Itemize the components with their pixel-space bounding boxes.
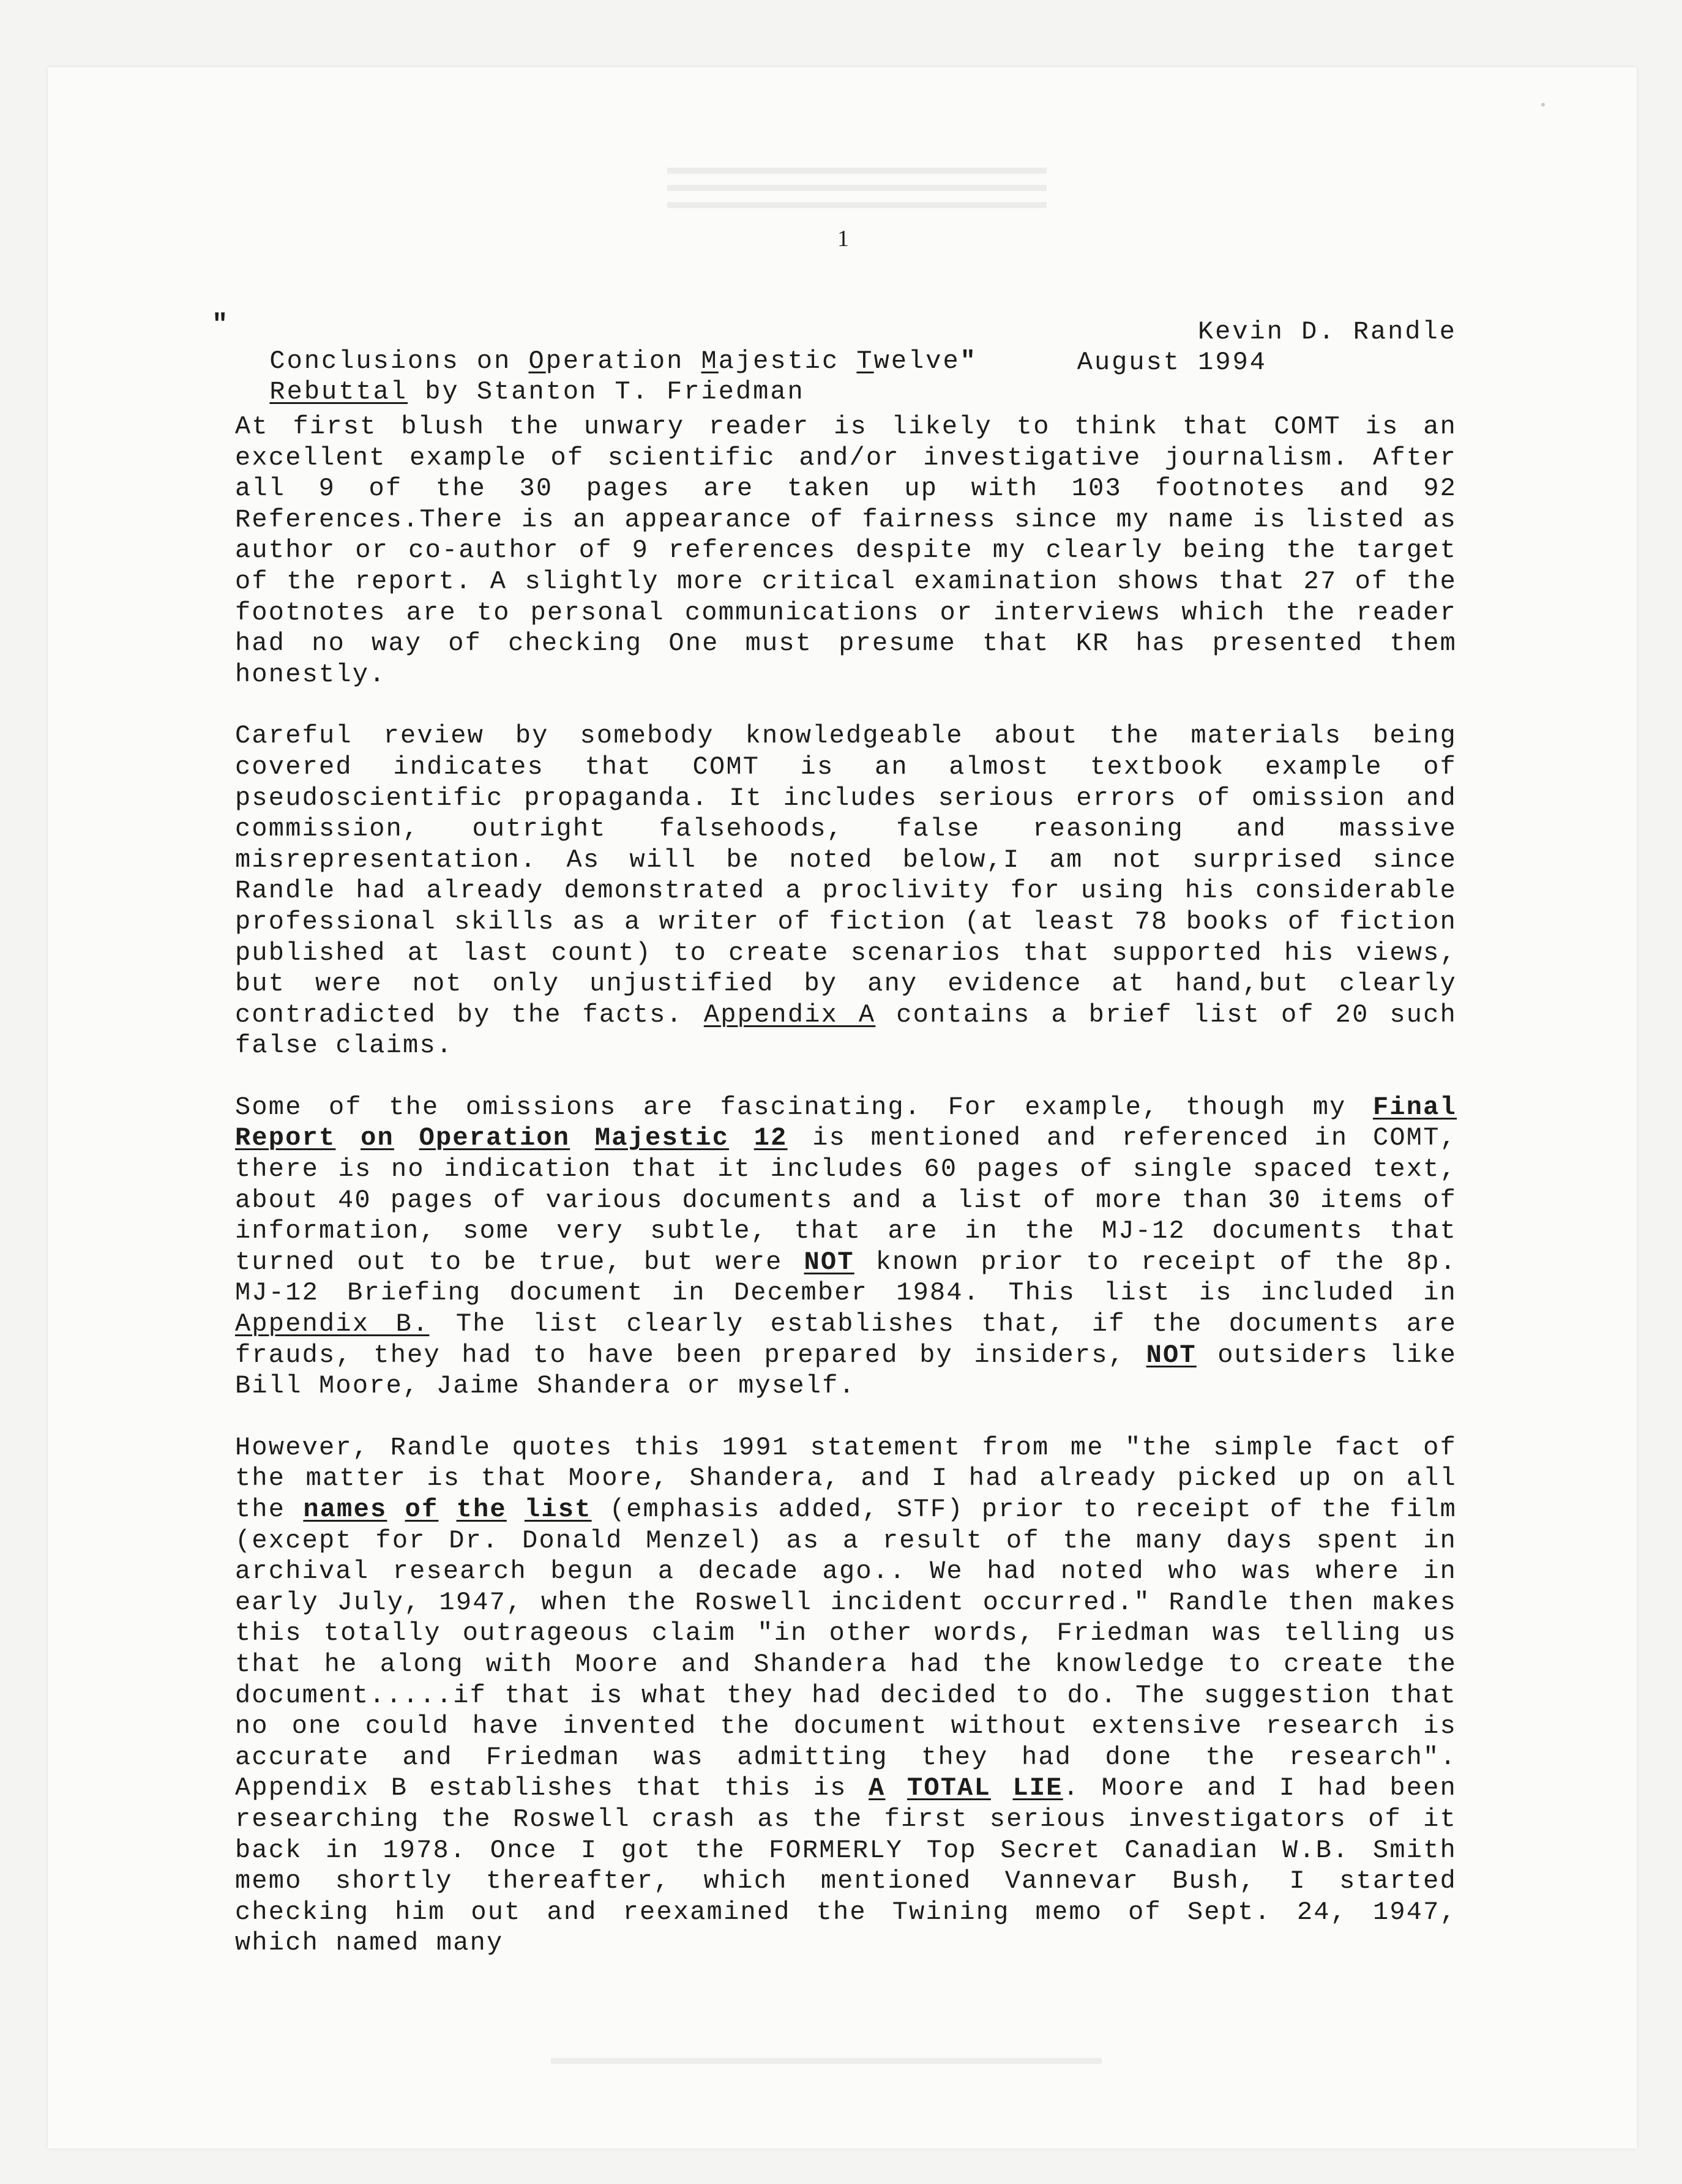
paragraph-text-segment: contains a brief list of 20 such false claims.	[235, 1000, 1457, 1061]
paragraph-text-segment: Some of the omissions are fascinating. For example, though my	[235, 1092, 1373, 1122]
paragraph-2	[235, 720, 1457, 1061]
paragraph-text-segment: NOT	[804, 1247, 854, 1277]
paragraph-text-segment: list	[524, 1495, 592, 1524]
title-segment: peration	[545, 346, 701, 376]
paragraph-text-segment	[387, 1495, 405, 1524]
paragraph-text-segment: is mentioned and referenced in COMT, there is no indication that it includes 60 pages of single spaced text, about 40 pages of various documents and a list of more than 30 items of information, some very subtle, that are in the MJ-12 documents that turned out to be true, but were	[235, 1123, 1457, 1277]
paragraph-text-segment	[438, 1495, 456, 1524]
paragraph-text-segment: the	[456, 1495, 507, 1524]
faint-margin-notation	[92, 122, 239, 159]
document-date: August 1994	[1077, 348, 1267, 377]
paragraph-text-segment: The list clearly establishes that, if the documents are frauds, they had to have been prepared by insiders,	[235, 1309, 1457, 1370]
bleed-through-letterhead	[551, 153, 1163, 219]
paragraph-text-segment: Appendix A	[703, 1000, 876, 1030]
closing-quote: "	[960, 346, 977, 376]
author-name: Kevin D. Randle	[1197, 317, 1457, 346]
paragraph-text-segment: Majestic	[594, 1123, 730, 1153]
paragraph-text-segment	[570, 1123, 595, 1153]
paragraph-text-segment: NOT	[1146, 1340, 1197, 1370]
paragraph-text-segment: However, Randle quotes this 1991 statement from me "the simple fact of the matter is that Moore, Shandera, and I had already picked up on all the	[235, 1432, 1457, 1524]
title-segment: welve	[873, 346, 960, 376]
paragraph-text-segment: known prior to receipt of the 8p. MJ-12 Briefing document in December 1984. This list is included in	[235, 1247, 1457, 1308]
title-segment: T	[856, 346, 874, 376]
paragraph-text-segment	[335, 1123, 361, 1153]
paragraph-text-segment	[729, 1123, 754, 1153]
paragraph-text-segment: (emphasis added, STF) prior to receipt of the film (except for Dr. Donald Menzel) as a result of the many days spent in archival research begun a decade ago.. We had noted who was where in early July, 1947, when the Roswell incident occurred." Randle then makes this totally outrageous claim "in other words, Friedman was telling us that he along with Moore and Shandera had the knowledge to create the document.....if that is what they had decided to do. The suggestion that no one could have invented the document without extensive research is accurate and Friedman was admitting they had done the research". Appendix B establishes that this is	[235, 1495, 1457, 1803]
paragraph-text-segment: At first blush the unwary reader is likely to think that COMT is an excellent example of scientific and/or investigative journalism. After all 9 of the 30 pages are taken up with 103 footnotes and 92 References.There is an appearance of fairness since my name is listed as author or co-author of 9 references despite my clearly being the target of the report. A slightly more critical examination shows that 27 of the footnotes are to personal communications or interviews which the reader had no way of checking One must presume that KR has presented them honestly.	[235, 412, 1457, 689]
paragraph-text-segment: Final	[1372, 1092, 1457, 1122]
paragraph-text-segment: 12	[753, 1123, 788, 1153]
paragraph-text-segment	[885, 1773, 907, 1803]
paragraph-text-segment	[991, 1773, 1013, 1803]
letterhead-lines	[667, 168, 1047, 208]
paragraph-text-segment: LIE	[1012, 1773, 1063, 1803]
bleed-through-footer	[551, 2058, 1102, 2064]
subtitle-segment: Rebuttal	[269, 377, 408, 406]
subtitle-segment: by Stanton T. Friedman	[408, 377, 805, 406]
paragraph-3	[235, 1092, 1457, 1402]
paper-speck	[1541, 103, 1545, 107]
paragraph-text-segment: of	[405, 1495, 439, 1524]
paragraph-text-segment: Report	[235, 1123, 336, 1153]
paragraph-text-segment: Appendix B.	[235, 1309, 430, 1339]
paragraph-text-segment: TOTAL	[906, 1773, 991, 1803]
paragraph-text-segment: outsiders like Bill Moore, Jaime Shandera or myself.	[235, 1340, 1457, 1401]
title-segment: O	[528, 346, 546, 376]
paragraph-1	[235, 411, 1457, 690]
opening-quote: "	[212, 310, 228, 340]
paragraph-4	[235, 1432, 1457, 1959]
paragraph-text-segment: names	[303, 1495, 387, 1524]
paragraph-text-segment: A	[869, 1773, 886, 1803]
paragraph-text-segment: . Moore and I had been researching the Roswell crash as the first serious investigators of it back in 1978. Once I got the FORMERLY Top Secret Canadian W.B. Smith memo shortly thereafter, which mentioned Vannevar Bush, I started checking him out and reexamined the Twining memo of Sept. 24, 1947, which named many	[235, 1773, 1457, 1958]
title-segment: Conclusions on	[269, 346, 529, 376]
paragraph-text-segment	[394, 1123, 419, 1153]
paragraph-text-segment	[507, 1495, 525, 1524]
page-number: 1	[837, 226, 849, 252]
title-segment: ajestic	[718, 346, 857, 376]
paragraph-text-segment: on	[361, 1123, 394, 1153]
body-text	[235, 411, 1457, 1989]
title-segment: M	[701, 346, 719, 376]
paragraph-text-segment: Careful review by somebody knowledgeable about the materials being covered indicates that COMT is an almost textbook example of pseudoscientific propaganda. It includes serious errors of omission and commission, outright falsehoods, false reasoning and massive misrepresentation. As will be noted below,I am not surprised since Randle had already demonstrated a proclivity for using his considerable professional skills as a writer of fiction (at least 78 books of fiction published at last count) to create scenarios that supported his views, but were not only unjustified by any evidence at hand,but clearly contradicted by the facts.	[235, 721, 1457, 1030]
paragraph-text-segment: Operation	[419, 1123, 570, 1153]
document-subtitle	[269, 377, 804, 406]
